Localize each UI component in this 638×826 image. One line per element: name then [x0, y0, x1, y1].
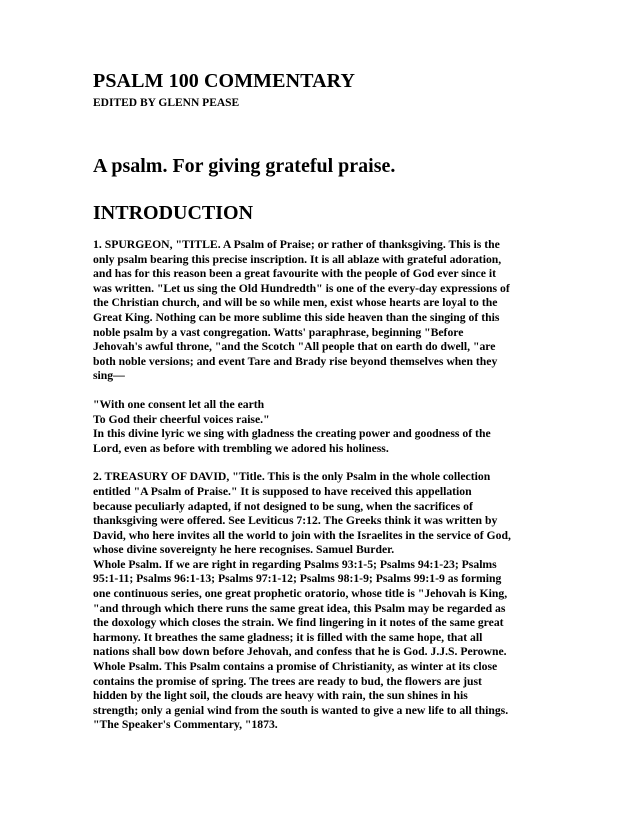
paragraph-line: the doxology which closes the strain. We find lingering in it notes of the same great	[93, 616, 504, 630]
commentary-paragraph	[93, 398, 555, 456]
section-heading-introduction: INTRODUCTION	[93, 202, 254, 224]
commentary-paragraph	[93, 470, 555, 733]
editor-credit: EDITED BY GLENN PEASE	[93, 97, 240, 109]
paragraph-line: 2. TREASURY OF DAVID, "Title. This is the only Psalm in the whole collection	[93, 470, 491, 484]
paragraph-line: noble psalm by a vast congregation. Watts' paraphrase, beginning "Before	[93, 325, 464, 339]
paragraph-line: 1. SPURGEON, "TITLE. A Psalm of Praise; or rather of thanksgiving. This is the	[93, 238, 500, 251]
paragraph-line: entitled "A Psalm of Praise." It is supposed to have received this appellation	[93, 484, 472, 498]
paragraph-line: To God their cheerful voices raise."	[93, 412, 270, 426]
paragraph-line: only psalm bearing this precise inscription. It is all ablaze with grateful adoration,	[93, 252, 502, 266]
paragraph-line: hidden by the light soil, the clouds are heavy with rain, the sun shines in his	[93, 689, 468, 703]
paragraph-line: "The Speaker's Commentary, "1873.	[93, 718, 278, 732]
commentary-paragraph	[93, 238, 555, 384]
document-content	[93, 70, 555, 733]
paragraph-line: was written. "Let us sing the Old Hundredth" is one of the every-day expressions of	[93, 281, 510, 295]
paragraph-line: whose divine sovereignty he here recognises. Samuel Burder.	[93, 543, 395, 557]
paragraph-line: one continuous series, one great prophetic oratorio, whose title is "Jehovah is King,	[93, 587, 508, 601]
paragraph-line: and has for this reason been a great favourite with the people of God ever since it	[93, 267, 496, 281]
paragraph-line: Whole Psalm. If we are right in regarding Psalms 93:1-5; Psalms 94:1-23; Psalms	[93, 557, 497, 571]
paragraph-line: nations shall bow down before Jehovah, and confess that he is God. J.J.S. Perowne.	[93, 645, 507, 659]
paragraph-line: strength; only a genial wind from the south is wanted to give a new life to all things.	[93, 703, 509, 717]
document-title: PSALM 100 COMMENTARY	[93, 70, 356, 92]
paragraph-line: "With one consent let all the earth	[93, 397, 265, 411]
paragraph-line: 95:1-11; Psalms 96:1-13; Psalms 97:1-12; Psalms 98:1-9; Psalms 99:1-9 as forming	[93, 572, 502, 586]
paragraph-line: contains the promise of spring. The trees are ready to bud, the flowers are just	[93, 674, 482, 688]
paragraph-line: Whole Psalm. This Psalm contains a promise of Christianity, as winter at its close	[93, 660, 498, 674]
paragraph-line: because peculiarly adapted, if not designed to be sung, when the sacrifices of	[93, 499, 473, 513]
paragraph-line: In this divine lyric we sing with gladness the creating power and goodness of the	[93, 427, 491, 441]
paragraph-line: sing—	[93, 369, 125, 383]
psalm-subtitle: A psalm. For giving grateful praise.	[93, 155, 396, 177]
paragraph-line: both noble versions; and event Tare and Brady rise beyond themselves when they	[93, 354, 498, 368]
paragraph-line: "and through which there runs the same great idea, this Psalm may be regarded as	[93, 601, 506, 615]
paragraph-line: thanksgiving were offered. See Leviticus 7:12. The Greeks think it was written by	[93, 514, 498, 528]
paragraph-line: David, who here invites all the world to join with the Israelites in the service of God,	[93, 528, 511, 542]
paragraph-line: harmony. It breathes the same gladness; it is filled with the same hope, that all	[93, 630, 483, 644]
paragraph-line: Jehovah's awful throne, "and the Scotch "All people that on earth do dwell, "are	[93, 340, 496, 354]
paragraph-line: Great King. Nothing can be more sublime this side heaven than the singing of this	[93, 310, 500, 324]
paragraph-line: Lord, even as before with trembling we adored his holiness.	[93, 441, 389, 455]
paragraph-line: the Christian church, and will be so while men, exist whose hearts are loyal to the	[93, 296, 498, 310]
commentary-paragraphs	[93, 238, 555, 733]
